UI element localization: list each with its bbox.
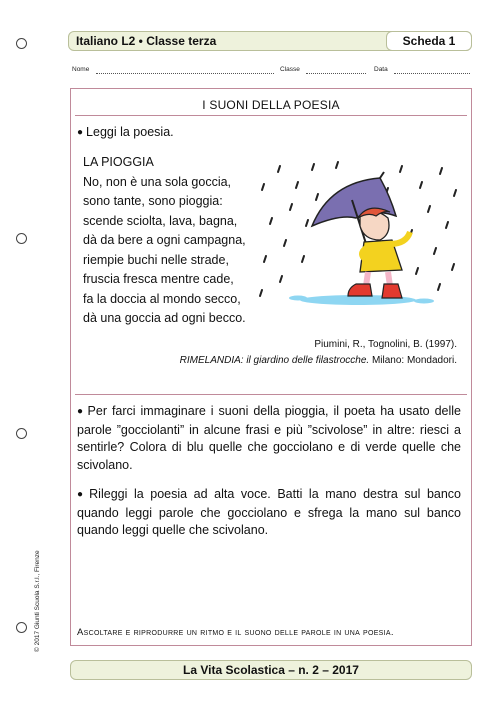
exercise-1 bbox=[77, 403, 461, 474]
exercise-2 bbox=[77, 486, 461, 540]
poem-line: scende sciolta, lava, bagna, bbox=[83, 213, 238, 228]
citation-authors: Piumini, R., Tognolini, B. (1997). bbox=[314, 339, 457, 350]
poem-line: dà una goccia ad ogni becco. bbox=[83, 311, 246, 325]
worksheet-title: I SUONI DELLA POESIA bbox=[202, 98, 340, 112]
section-divider bbox=[75, 394, 467, 395]
learning-objective: Ascoltare e riprodurre un ritmo e il suono delle parole in una poesia. bbox=[77, 627, 394, 638]
poem-line: dà da bere a ogni campagna, bbox=[83, 233, 246, 247]
poem-line: fruscia fresca mentre cade, bbox=[83, 272, 234, 286]
header-bar bbox=[68, 31, 472, 51]
class-field[interactable] bbox=[306, 73, 366, 74]
girl-figure bbox=[348, 208, 410, 298]
student-info-row bbox=[72, 66, 472, 78]
citation-source bbox=[180, 353, 457, 369]
header-subject: Italiano L2 • Classe terza bbox=[76, 34, 217, 48]
date-field[interactable] bbox=[394, 73, 470, 74]
poem bbox=[83, 153, 246, 329]
instruction-read bbox=[77, 124, 174, 142]
name-field[interactable] bbox=[96, 73, 274, 74]
side-copyright: © 2017 Giunti Scuola S.r.l., Firenze bbox=[34, 550, 41, 652]
poem-line: sono tante, sono pioggia: bbox=[83, 194, 223, 208]
girl-with-umbrella-illustration bbox=[252, 160, 464, 310]
citation-publisher: Milano: Mondadori. bbox=[371, 355, 457, 366]
binder-hole-3 bbox=[16, 428, 27, 439]
binder-hole-4 bbox=[16, 622, 27, 633]
bullet-icon: ● bbox=[77, 489, 87, 500]
footer-bar: La Vita Scolastica – n. 2 – 2017 bbox=[70, 660, 472, 680]
date-label: Data bbox=[374, 66, 388, 73]
exercise-2-text: Rileggi la poesia ad alta voce. Batti la mano destra sul banco quando leggi parole che gocciolano e sfrega la mano sul banco quando leggi quelle che scivolano. bbox=[77, 487, 462, 537]
binder-hole-1 bbox=[16, 38, 27, 49]
poem-line: fa la doccia al mondo secco, bbox=[83, 291, 241, 306]
citation-book-title: RIMELANDIA: il giardino delle filastrocche. bbox=[179, 355, 370, 366]
title-divider bbox=[75, 115, 467, 116]
poem-line: No, non è una sola goccia, bbox=[83, 174, 232, 189]
instruction-read-text: Leggi la poesia. bbox=[86, 125, 174, 139]
bullet-icon: ● bbox=[77, 406, 85, 417]
bullet-icon: ● bbox=[77, 127, 84, 138]
poem-line: riempie buchi nelle strade, bbox=[83, 252, 229, 267]
exercise-1-text: Per farci immaginare i suoni della pioggia, il poeta ha usato delle parole ”gocciolanti” in alcune frasi e più ”scivolose” in altre: riesci a sentirle? Colora di blu quelle che gocciolano e di verde quelle che scivolano. bbox=[77, 404, 461, 472]
name-label: Nome bbox=[72, 66, 90, 73]
scheda-label: Scheda 1 bbox=[386, 31, 472, 51]
binder-hole-2 bbox=[16, 233, 27, 244]
poem-title: LA PIOGGIA bbox=[83, 155, 154, 169]
class-label: Classe bbox=[280, 66, 300, 73]
